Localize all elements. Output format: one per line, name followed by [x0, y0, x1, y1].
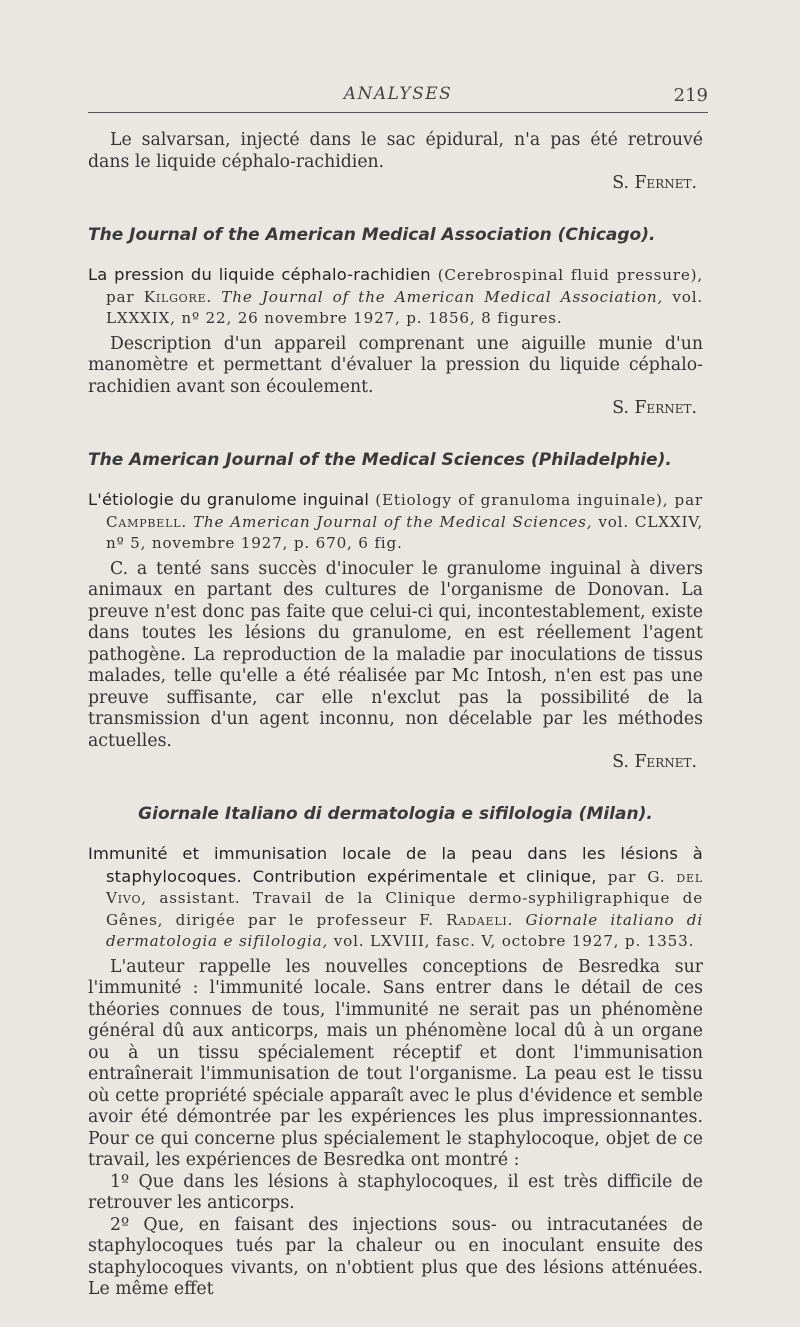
- citation-text: (Cerebrospinal fluid pressure), par: [106, 266, 703, 306]
- page-number: 219: [673, 85, 708, 106]
- page-body: [88, 130, 703, 1301]
- citation-text: assistant. Travail de la Clinique dermo-syphiligraphique de Gênes, dirigée par le professeur F.: [106, 889, 703, 929]
- citation-details: vol. LXXXIX, nº 22, 26 novembre 1927, p. 1856, 8 figures.: [106, 287, 703, 327]
- author-name: G. del Vivo,: [106, 867, 703, 907]
- citation-details: vol. CLXXIV, nº 5, novembre 1927, p. 670, 6 fig.: [106, 512, 703, 552]
- journal-heading: Giornale Italiano di dermatologia e sifilologia (Milan).: [138, 803, 653, 824]
- article-title: Immunité et immunisation locale de la peau dans les lésions à staphylocoques. Contribution expérimentale et clinique,: [88, 844, 703, 886]
- running-title: ANALYSES: [343, 84, 453, 104]
- journal-name: The American Journal of the Medical Sciences,: [186, 512, 593, 531]
- signature: [88, 398, 703, 420]
- journal-name: The Journal of the American Medical Association,: [212, 287, 664, 306]
- abstract-paragraph: Description d'un appareil comprenant une aiguille munie d'un manomètre et permettant d'évaluer la pression du liquide céphalo-rachidien avant son écoulement.: [88, 333, 703, 397]
- article-reference: [88, 264, 703, 330]
- journal-heading: The Journal of the American Medical Association (Chicago).: [88, 224, 656, 245]
- abstract-paragraph: C. a tenté sans succès d'inoculer le granulome inguinal à divers animaux en partant des cultures de l'organisme de Donovan. La preuve n'est donc pas faite que celui-ci qui, incontestablement, existe dans toutes les lésions du granulome, en est réellement l'agent pathogène. La reproduction de la maladie par inoculations de tissus malades, telle qu'elle a été réalisée par Mc Intosh, n'en est pas une preuve suffisante, car elle n'exclut pas la possibilité de la transmission d'un agent inconnu, non décelable par les méthodes actuelles.: [88, 558, 703, 751]
- signature: [88, 173, 703, 195]
- intro-paragraph: Le salvarsan, injecté dans le sac épidural, n'a pas été retrouvé dans le liquide céphalo-rachidien.: [88, 130, 703, 172]
- author-name: Kilgore.: [143, 287, 213, 306]
- author-name: Campbell.: [106, 512, 187, 531]
- article-title: La pression du liquide céphalo-rachidien: [88, 265, 431, 284]
- signature-text: S. Fernet.: [612, 752, 697, 772]
- citation-text: (Etiology of granuloma inguinale), par: [369, 491, 703, 509]
- author-name: Radaeli.: [446, 910, 514, 929]
- signature-text: S. Fernet.: [612, 173, 697, 193]
- citation-text: par: [596, 867, 648, 886]
- list-item: 1º Que dans les lésions à staphylocoques, il est très difficile de retrouver les anticorps.: [88, 1171, 703, 1213]
- page-header: [88, 84, 708, 113]
- article-reference: [88, 843, 703, 953]
- journal-heading: The American Journal of the Medical Sciences (Philadelphie).: [88, 449, 672, 470]
- abstract-paragraph: L'auteur rappelle les nouvelles conceptions de Besredka sur l'immunité : l'immunité locale. Sans entrer dans le détail de ces théories connues de tous, l'immunité ne serait pas un phénomène général dû aux anticorps, mais un phénomène local dû à un organe ou à un tissu spécialement réceptif et dont l'immunisation entraînerait l'immunisation de tout l'organisme. La peau est le tissu où cette propriété spéciale apparaît avec le plus d'évidence et semble avoir été démontrée par les expériences les plus impressionnantes. Pour ce qui concerne plus spécialement le staphylocoque, objet de ce travail, les expériences de Besredka ont montré :: [88, 956, 703, 1170]
- signature-text: S. Fernet.: [612, 398, 697, 418]
- signature: [88, 752, 703, 774]
- list-item: 2º Que, en faisant des injections sous- ou intracutanées de staphylocoques tués par la chaleur ou en inoculant ensuite des staphylocoques vivants, on n'obtient plus que des lésions atténuées. Le même effet: [88, 1214, 703, 1299]
- article-title: L'étiologie du granulome inguinal: [88, 490, 370, 509]
- article-reference: [88, 489, 703, 555]
- citation-details: vol. LXVIII, fasc. V, octobre 1927, p. 1353.: [328, 932, 695, 950]
- journal-name: Giornale italiano di dermatologia e sifilologia,: [106, 910, 703, 950]
